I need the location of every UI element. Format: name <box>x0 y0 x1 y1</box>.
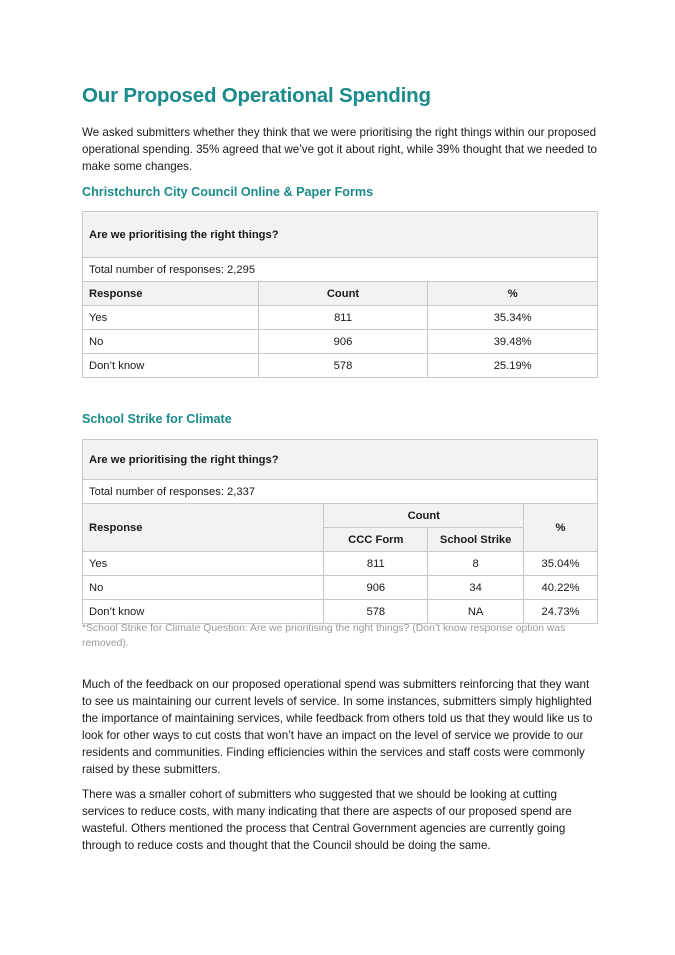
table-header-row <box>83 282 598 306</box>
cell-response: No <box>83 576 324 600</box>
cell-pct: 24.73% <box>524 600 598 624</box>
header-school-strike: School Strike <box>428 528 524 552</box>
table-row <box>83 354 598 378</box>
cell-pct: 39.48% <box>428 330 598 354</box>
table-total-row <box>83 258 598 282</box>
table-row <box>83 306 598 330</box>
header-pct: % <box>428 282 598 306</box>
table-question: Are we prioritising the right things? <box>83 440 598 480</box>
cell-ccc: 578 <box>324 600 428 624</box>
table-question-row <box>83 440 598 480</box>
cell-school: 8 <box>428 552 524 576</box>
intro-paragraph: We asked submitters whether they think that we were prioritising the right things within our proposed operational spending. 35% agreed that we’ve got it about right, while 39% thought that we needed to make some changes. <box>82 126 597 173</box>
body-paragraph-2: There was a smaller cohort of submitters who suggested that we should be looking at cutting services to reduce costs, with many indicating that there are aspects of our proposed spend are wasteful. Others mentioned the process that Central Government agencies are currently going through to reduce costs and thought that the Council should be doing the same. <box>82 788 572 852</box>
header-response: Response <box>83 282 259 306</box>
table-question-row <box>83 212 598 258</box>
cell-response: Don’t know <box>83 600 324 624</box>
table-row <box>83 552 598 576</box>
cell-count: 811 <box>258 306 428 330</box>
section1-heading: Christchurch City Council Online & Paper Forms <box>82 185 374 199</box>
cell-ccc: 906 <box>324 576 428 600</box>
table-question: Are we prioritising the right things? <box>83 212 598 258</box>
cell-school: 34 <box>428 576 524 600</box>
cell-count: 578 <box>258 354 428 378</box>
cell-ccc: 811 <box>324 552 428 576</box>
table-footnote: *School Strike for Climate Question: Are we prioritising the right things? (Don’t know response option was removed). <box>82 623 566 649</box>
cell-pct: 40.22% <box>524 576 598 600</box>
table-total-row <box>83 480 598 504</box>
header-response: Response <box>83 504 324 552</box>
header-ccc-form: CCC Form <box>324 528 428 552</box>
header-count: Count <box>324 504 524 528</box>
table-row <box>83 330 598 354</box>
cell-pct: 35.04% <box>524 552 598 576</box>
header-pct: % <box>524 504 598 552</box>
cell-count: 906 <box>258 330 428 354</box>
table-row <box>83 576 598 600</box>
table-total: Total number of responses: 2,295 <box>83 258 598 282</box>
cell-school: NA <box>428 600 524 624</box>
school-strike-table <box>82 439 598 624</box>
cell-pct: 35.34% <box>428 306 598 330</box>
table-header-row <box>83 504 598 528</box>
cell-response: Yes <box>83 306 259 330</box>
section2-heading: School Strike for Climate <box>82 412 232 426</box>
table-total: Total number of responses: 2,337 <box>83 480 598 504</box>
header-count: Count <box>258 282 428 306</box>
body-paragraph-1: Much of the feedback on our proposed operational spend was submitters reinforcing that they want to see us maintaining our current levels of service. In some instances, submitters simply highlighted the importance of maintaining services, while feedback from others told us that they would like us to look for other ways to cut costs that won’t have an impact on the level of service we provide to our residents and communities. Finding efficiencies within the services and staff costs were commonly raised by these submitters. <box>82 678 593 776</box>
cell-response: Don’t know <box>83 354 259 378</box>
table-row <box>83 600 598 624</box>
ccc-forms-table <box>82 211 598 378</box>
cell-response: No <box>83 330 259 354</box>
cell-response: Yes <box>83 552 324 576</box>
cell-pct: 25.19% <box>428 354 598 378</box>
page-title: Our Proposed Operational Spending <box>82 84 431 107</box>
